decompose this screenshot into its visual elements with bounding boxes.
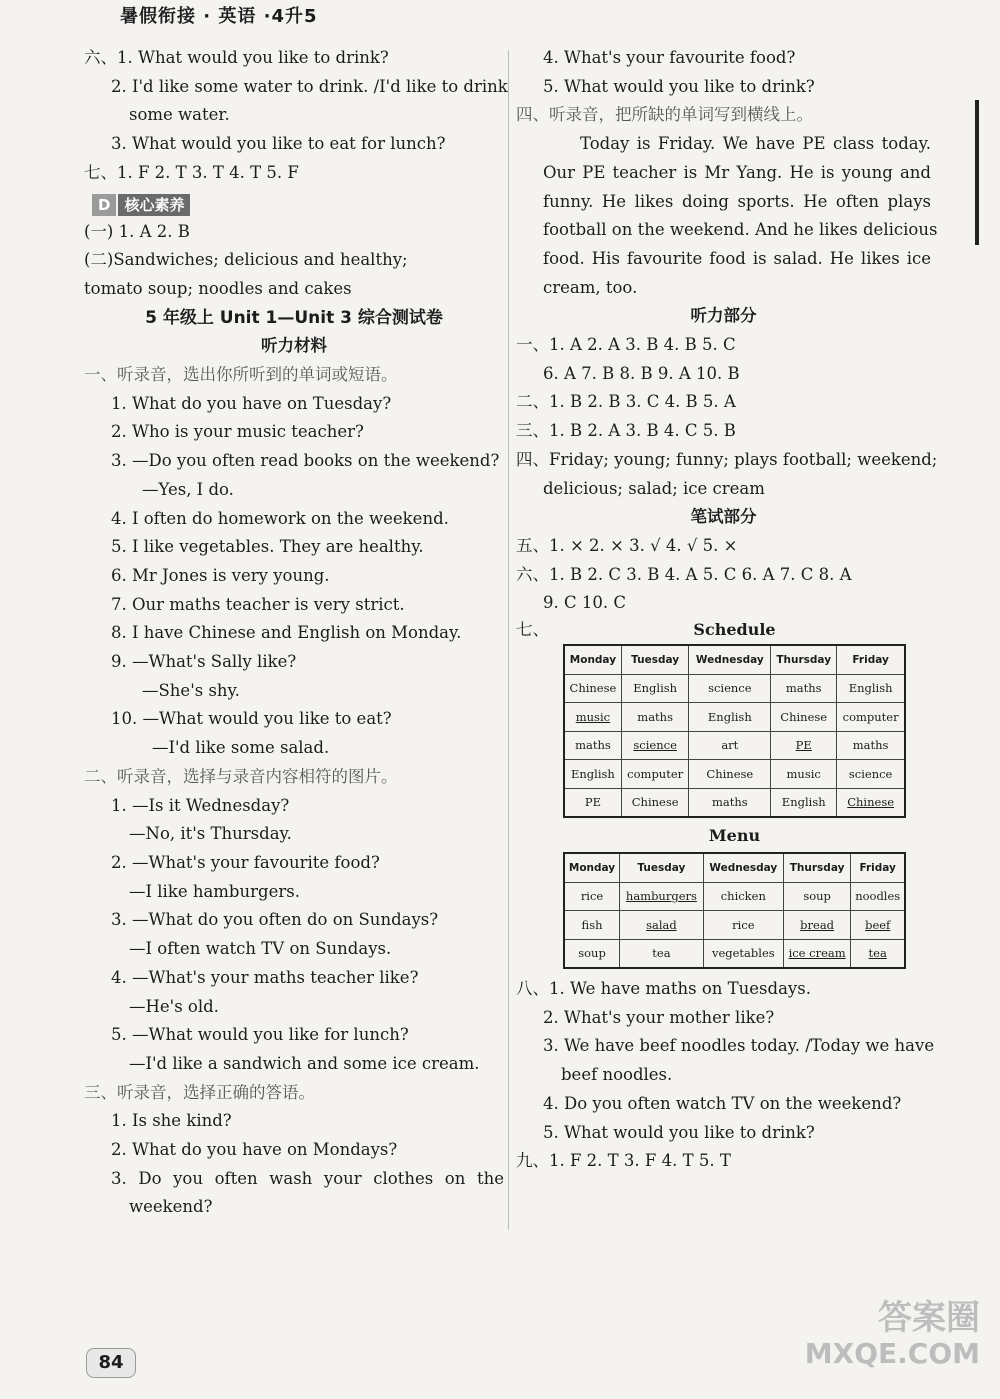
answer-line: 3. We have beef noodles today. /Today we have	[543, 1036, 935, 1056]
table-cell: Chinese	[689, 760, 771, 789]
answer-line: 四、Friday; young; funny; plays football; weekend;	[516, 449, 938, 469]
table-cell: science	[621, 731, 689, 760]
script-line: 5. What would you like to drink?	[543, 76, 815, 96]
table-cell: ice cream	[783, 939, 851, 968]
table-cell: vegetables	[703, 939, 783, 968]
script-line: 3. —Do you often read books on the weekend?	[111, 451, 500, 471]
listening-material-heading: 听力材料	[261, 336, 327, 356]
table-header: Thursday	[783, 853, 851, 882]
answer-line: 六、1. B 2. C 3. B 4. A 5. C 6. A 7. C 8. A	[516, 564, 852, 584]
section-title: 三、听录音，选择正确的答语。	[84, 1082, 315, 1102]
table-header: Wednesday	[703, 853, 783, 882]
script-line: 6. Mr Jones is very young.	[111, 565, 330, 585]
table-cell: English	[689, 703, 771, 732]
table-cell: rice	[564, 882, 620, 911]
header-title: 暑假衔接 · 英语 ·4升5	[120, 6, 318, 27]
table-header: Tuesday	[621, 645, 689, 674]
script-line: 5. —What would you like for lunch?	[111, 1025, 409, 1045]
test-title: 5 年级上 Unit 1—Unit 3 综合测试卷	[145, 307, 443, 328]
table-cell: tea	[620, 939, 704, 968]
table-cell: Chinese	[621, 788, 689, 817]
table-cell: English	[837, 674, 905, 703]
table-cell: PE	[771, 731, 837, 760]
table-cell: fish	[564, 911, 620, 940]
passage-line: Our PE teacher is Mr Yang. He is young and	[543, 162, 931, 182]
script-line: —Yes, I do.	[142, 479, 234, 499]
table-cell: soup	[783, 882, 851, 911]
section-title: 一、听录音，选出你所听到的单词或短语。	[84, 365, 398, 385]
table-header: Monday	[564, 645, 621, 674]
answer-line: 6. A 7. B 8. B 9. A 10. B	[543, 363, 740, 383]
table-cell: hamburgers	[620, 882, 704, 911]
table-cell: Chinese	[837, 788, 905, 817]
table-cell: rice	[703, 911, 783, 940]
answer-line: 八、1. We have maths on Tuesdays.	[516, 979, 811, 999]
script-line: 1. Is she kind?	[111, 1111, 232, 1131]
answer-line: tomato soup; noodles and cakes	[84, 278, 352, 298]
answer-line: 七、	[516, 620, 549, 640]
script-line: 2. —What's your favourite food?	[111, 852, 380, 872]
passage-line: football on the weekend. And he likes delicious	[543, 220, 938, 240]
table-cell: music	[771, 760, 837, 789]
table-cell: English	[771, 788, 837, 817]
watermark	[805, 1300, 980, 1372]
section-banner	[92, 194, 190, 216]
answer-line: 六、1. What would you like to drink?	[84, 48, 389, 67]
section-title: 二、听录音，选择与录音内容相符的图片。	[84, 766, 398, 786]
answer-line: 一、1. A 2. A 3. B 4. B 5. C	[516, 335, 736, 355]
watermark-line: 答案圈	[878, 1298, 980, 1338]
script-line: —No, it's Thursday.	[129, 824, 292, 844]
answer-line: delicious; salad; ice cream	[543, 478, 765, 498]
table-header: Monday	[564, 853, 620, 882]
menu-title: Menu	[708, 826, 761, 846]
answer-line: 9. C 10. C	[543, 593, 626, 613]
passage-line: Today is Friday. We have PE class today.	[580, 134, 931, 154]
table-cell: science	[689, 674, 771, 703]
table-cell: salad	[620, 911, 704, 940]
banner-letter: D	[92, 194, 116, 216]
script-line: 9. —What's Sally like?	[111, 652, 297, 672]
table-cell: computer	[621, 760, 689, 789]
answer-line: (一) 1. A 2. B	[84, 221, 190, 241]
table-cell: soup	[564, 939, 620, 968]
answer-line: some water.	[129, 105, 230, 125]
table-cell: tea	[851, 939, 905, 968]
script-line: 8. I have Chinese and English on Monday.	[111, 623, 462, 643]
script-line: —She's shy.	[142, 680, 240, 700]
passage-line: cream, too.	[543, 277, 638, 297]
script-line: 3. —What do you often do on Sundays?	[111, 910, 439, 930]
table-cell: chicken	[703, 882, 783, 911]
answer-line: beef noodles.	[561, 1065, 673, 1085]
script-line: 3. Do you often wash your clothes on the	[111, 1168, 504, 1188]
table-cell: science	[837, 760, 905, 789]
table-cell: English	[621, 674, 689, 703]
banner-text: 核心素养	[118, 194, 190, 216]
page-header	[0, 0, 1000, 30]
left-column	[84, 44, 508, 1222]
section-title: 四、听录音，把所缺的单词写到横线上。	[516, 105, 813, 125]
passage-line: food. His favourite food is salad. He likes ice	[543, 248, 931, 268]
table-cell: noodles	[851, 882, 905, 911]
table-cell: maths	[771, 674, 837, 703]
script-line: 1. What do you have on Tuesday?	[111, 393, 392, 413]
table-cell: PE	[564, 788, 621, 817]
answer-line: 4. Do you often watch TV on the weekend?	[543, 1093, 902, 1113]
script-line: 7. Our maths teacher is very strict.	[111, 594, 405, 614]
table-cell: computer	[837, 703, 905, 732]
table-cell: maths	[564, 731, 621, 760]
answer-line: 五、1. × 2. × 3. √ 4. √ 5. ×	[516, 535, 738, 555]
answer-line: 二、1. B 2. B 3. C 4. B 5. A	[516, 392, 736, 412]
table-cell: bread	[783, 911, 851, 940]
passage-line: funny. He likes doing sports. He often plays	[543, 191, 931, 211]
script-line: —I often watch TV on Sundays.	[129, 939, 392, 959]
table-cell: Chinese	[564, 674, 621, 703]
script-line: 2. What do you have on Mondays?	[111, 1140, 398, 1160]
answer-line: 2. What's your mother like?	[543, 1007, 775, 1027]
answer-line: 5. What would you like to drink?	[543, 1122, 815, 1142]
table-cell: beef	[851, 911, 905, 940]
schedule-table	[563, 644, 906, 818]
table-cell: maths	[621, 703, 689, 732]
table-cell: music	[564, 703, 621, 732]
script-line: 5. I like vegetables. They are healthy.	[111, 537, 424, 557]
script-line: —He's old.	[129, 996, 219, 1016]
table-header: Friday	[851, 853, 905, 882]
table-cell: maths	[837, 731, 905, 760]
script-line: —I'd like a sandwich and some ice cream.	[129, 1053, 480, 1073]
answer-line: 2. I'd like some water to drink. /I'd like to drink	[111, 76, 508, 96]
edge-mark	[975, 100, 979, 245]
answer-line: 七、1. F 2. T 3. T 4. T 5. F	[84, 162, 299, 182]
answer-line: 九、1. F 2. T 3. F 4. T 5. T	[516, 1151, 731, 1171]
table-header: Tuesday	[620, 853, 704, 882]
script-line: —I'd like some salad.	[152, 738, 330, 758]
column-divider	[508, 50, 509, 1230]
right-column	[516, 44, 938, 1176]
table-cell: art	[689, 731, 771, 760]
menu-table	[563, 852, 906, 969]
script-line: 4. —What's your maths teacher like?	[111, 967, 419, 987]
script-line: 10. —What would you like to eat?	[111, 709, 392, 729]
script-line: 4. What's your favourite food?	[543, 48, 796, 67]
table-header: Wednesday	[689, 645, 771, 674]
watermark-line: MXQE.COM	[804, 1337, 980, 1370]
table-header: Thursday	[771, 645, 837, 674]
table-cell: maths	[689, 788, 771, 817]
script-line: 2. Who is your music teacher?	[111, 422, 364, 442]
listening-part-heading: 听力部分	[690, 306, 757, 326]
schedule-title: Schedule	[693, 620, 776, 640]
script-line: 1. —Is it Wednesday?	[111, 795, 290, 815]
page-number: 84	[86, 1348, 136, 1378]
answer-line: 三、1. B 2. A 3. B 4. C 5. B	[516, 421, 736, 441]
answer-line: 3. What would you like to eat for lunch?	[111, 134, 446, 154]
written-part-heading: 笔试部分	[690, 507, 757, 527]
answer-line: (二)Sandwiches; delicious and healthy;	[84, 250, 408, 270]
table-cell: English	[564, 760, 621, 789]
script-line: —I like hamburgers.	[129, 881, 300, 901]
script-line: 4. I often do homework on the weekend.	[111, 508, 449, 528]
table-cell: Chinese	[771, 703, 837, 732]
table-header: Friday	[837, 645, 905, 674]
script-line: weekend?	[129, 1197, 213, 1217]
